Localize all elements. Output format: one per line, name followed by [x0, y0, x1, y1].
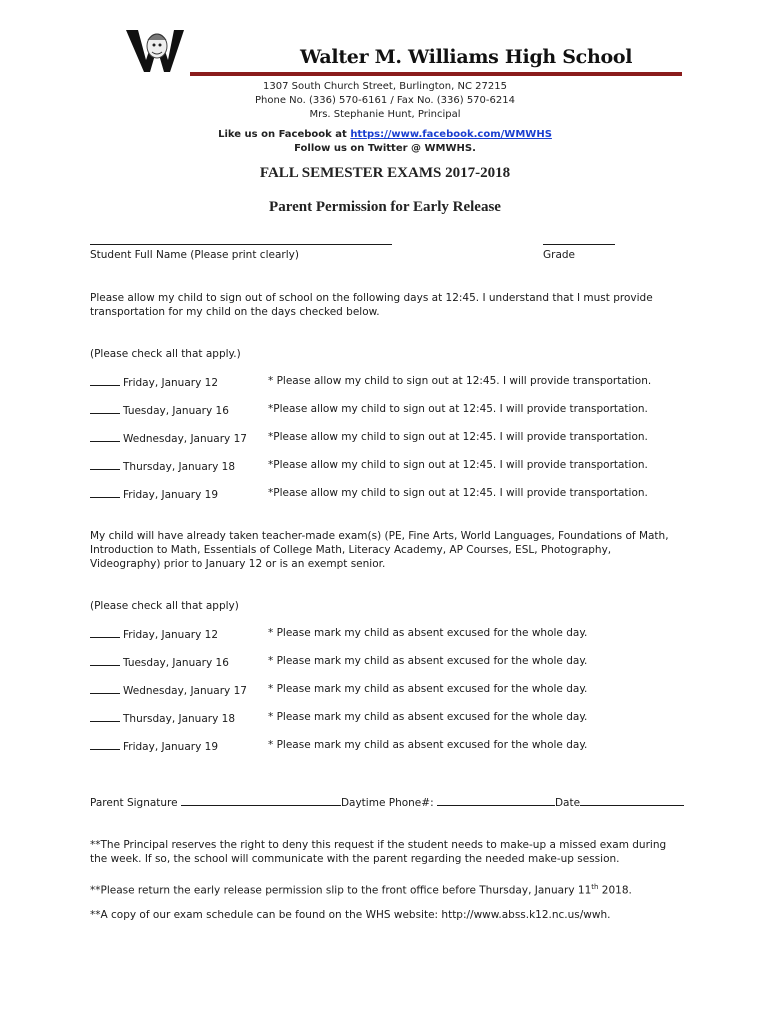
school-logo	[124, 26, 186, 76]
daytime-phone-label: Daytime Phone#:	[340, 797, 437, 809]
return-note-year: 2018.	[598, 884, 632, 897]
early-release-row	[90, 403, 690, 419]
section1-instruction: (Please check all that apply.)	[90, 348, 241, 360]
page-title: FALL SEMESTER EXAMS 2017-2018	[259, 165, 511, 181]
checkbox-blank[interactable]	[90, 627, 120, 638]
facebook-link[interactable]: https://www.facebook.com/WMWHS	[350, 129, 552, 140]
early-release-row	[90, 459, 690, 475]
row-note: * Please mark my child as absent excused for the whole day.	[268, 627, 588, 639]
row-note: *Please allow my child to sign out at 12:45. I will provide transportation.	[268, 459, 648, 471]
intro-paragraph: Please allow my child to sign out of school on the following days at 12:45. I understand that I must provide transportation for my child on the days checked below.	[90, 292, 653, 318]
row-note: * Please mark my child as absent excused for the whole day.	[268, 711, 588, 723]
row-note: *Please allow my child to sign out at 12:45. I will provide transportation.	[268, 431, 648, 443]
day-label: Tuesday, January 16	[123, 405, 229, 417]
checkbox-blank[interactable]	[90, 431, 120, 442]
row-note: *Please allow my child to sign out at 12:45. I will provide transportation.	[268, 403, 648, 415]
day-label: Friday, January 12	[123, 377, 219, 389]
day-label: Wednesday, January 17	[123, 685, 247, 697]
ordinal-suffix: th	[591, 883, 599, 891]
address: 1307 South Church Street, Burlington, NC 27215	[263, 81, 507, 92]
student-name-field[interactable]	[90, 244, 392, 245]
page-subtitle: Parent Permission for Early Release	[269, 199, 501, 215]
exempt-paragraph: My child will have already taken teacher-made exam(s) (PE, Fine Arts, World Languages, Foundations of Math, Introduction to Math, Essentials of College Math, Literacy Academy, AP Courses, ESL, Photography, Videography) prior to January 12 or is an exempt senior.	[90, 530, 669, 570]
date-field[interactable]	[580, 795, 684, 806]
early-release-row	[90, 375, 690, 391]
absent-excused-row	[90, 627, 690, 643]
checkbox-blank[interactable]	[90, 655, 120, 666]
school-name: Walter M. Williams High School	[300, 46, 633, 68]
day-label: Friday, January 19	[123, 489, 219, 501]
day-label: Wednesday, January 17	[123, 433, 247, 445]
daytime-phone-field[interactable]	[437, 795, 555, 806]
schedule-note: **A copy of our exam schedule can be found on the WHS website: http://www.abss.k12.nc.us/wwh.	[90, 909, 611, 921]
section2-instruction: (Please check all that apply)	[90, 600, 239, 612]
checkbox-blank[interactable]	[90, 375, 120, 386]
day-label: Friday, January 19	[123, 741, 219, 753]
row-note: * Please mark my child as absent excused for the whole day.	[268, 739, 588, 751]
school-contact	[0, 80, 770, 122]
checkbox-blank[interactable]	[90, 739, 120, 750]
parent-signature-label: Parent Signature	[90, 797, 181, 809]
phone-fax: Phone No. (336) 570-6161 / Fax No. (336) 570-6214	[255, 95, 515, 106]
parent-signature-field[interactable]	[181, 795, 341, 806]
row-note: * Please mark my child as absent excused for the whole day.	[268, 655, 588, 667]
day-label: Friday, January 12	[123, 629, 219, 641]
twitter-line: Follow us on Twitter @ WMWHS.	[294, 143, 476, 154]
day-label: Tuesday, January 16	[123, 657, 229, 669]
day-label: Thursday, January 18	[123, 461, 236, 473]
grade-field[interactable]	[543, 244, 615, 245]
early-release-row	[90, 487, 690, 503]
absent-excused-row	[90, 711, 690, 727]
checkbox-blank[interactable]	[90, 403, 120, 414]
day-label: Thursday, January 18	[123, 713, 236, 725]
absent-excused-row	[90, 655, 690, 671]
student-name-label: Student Full Name (Please print clearly)	[90, 249, 299, 261]
principal-name: Mrs. Stephanie Hunt, Principal	[309, 109, 461, 120]
absent-excused-row	[90, 739, 690, 755]
grade-label: Grade	[543, 249, 576, 261]
social-links	[0, 128, 770, 156]
absent-excused-row	[90, 683, 690, 699]
row-note: * Please mark my child as absent excused for the whole day.	[268, 683, 588, 695]
row-note: *Please allow my child to sign out at 12:45. I will provide transportation.	[268, 487, 648, 499]
return-note	[90, 880, 632, 898]
row-note: * Please allow my child to sign out at 12:45. I will provide transportation.	[268, 375, 652, 387]
principal-note: **The Principal reserves the right to deny this request if the student needs to make-up a missed exam during the week. If so, the school will communicate with the parent regarding the needed make-up session.	[90, 839, 667, 865]
checkbox-blank[interactable]	[90, 711, 120, 722]
checkbox-blank[interactable]	[90, 459, 120, 470]
return-note-text: **Please return the early release permission slip to the front office before Thursday, January 11	[90, 884, 592, 897]
date-label: Date	[554, 797, 581, 809]
checkbox-blank[interactable]	[90, 487, 120, 498]
header-rule	[190, 72, 682, 76]
facebook-label: Like us on Facebook at	[218, 129, 351, 140]
signature-line	[90, 795, 684, 810]
checkbox-blank[interactable]	[90, 683, 120, 694]
early-release-row	[90, 431, 690, 447]
